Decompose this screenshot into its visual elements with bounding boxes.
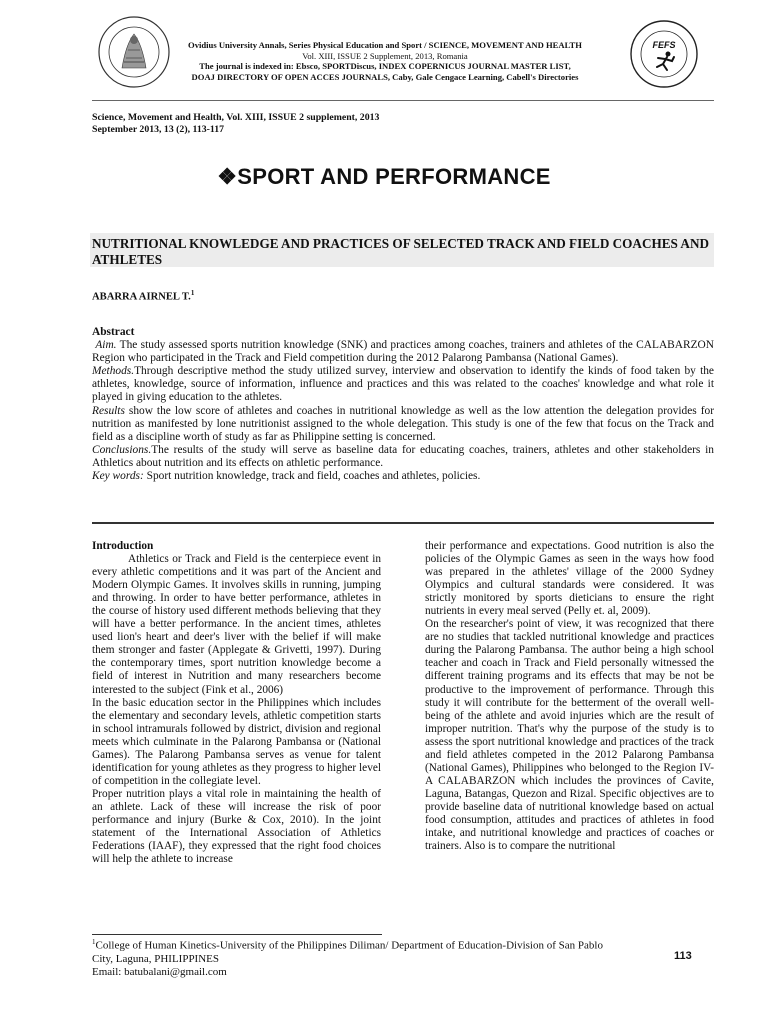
svg-text:FEFS: FEFS: [652, 40, 676, 50]
abstract-aim: [92, 339, 714, 365]
journal-line-4: DOAJ DIRECTORY OF OPEN ACCES JOURNALS, Caby, Gale Cengace Learning, Cabell's Directories: [191, 71, 579, 82]
results-text: show the low score of athletes and coaches in nutritional knowledge as well as the low attention the delegation provides for nutrition as manifested by lone nutritionist assigned to the whole delegation. This study is one of the few that focus on the Track and field as a discipline worth of study as far as Philippine setting is concerned.: [92, 404, 714, 443]
body-paragraph: their performance and expectations. Good nutrition is also the policies of the Olympic Games as seen in the ways how food was prepared in the athletes' village of the 2000 Sydney Olympics and cultural standards were considered. It was strictly monitored by sports dieticians to ensure the right nutrients in every meal served (Pelly et. al, 2009).: [425, 540, 714, 618]
journal-line-1: Ovidius University Annals, Series Physical Education and Sport / SCIENCE, MOVEMENT AND HEALTH: [188, 40, 582, 50]
methods-text: Through descriptive method the study utilized survey, interview and observation to identify the kinds of food taken by the athletes, knowledge, source of information, influence and practices and this was related to the coaches' knowledge and what role it played in giving education to the athletes.: [92, 365, 714, 404]
journal-line-3: The journal is indexed in: Ebsco, SPORTDiscus, INDEX COPERNICUS JOURNAL MASTER LIST,: [199, 61, 571, 72]
body-paragraph: In the basic education sector in the Philippines which includes the elementary and secondary levels, athletic competition starts in school intramurals followed by district, division and regional meets which culminate in the Palarong Pambansa or (National Games). The Palarong Pambansa serves as venue for talent identification for young athletes as they progress to higher level of competition in the collegiate level.: [92, 696, 381, 787]
author: [92, 289, 194, 303]
author-name: ABARRA AIRNEL T.: [92, 291, 191, 303]
footnote: [92, 936, 692, 979]
conclusions-text: The results of the study will serve as baseline data for educating coaches, trainers, athletes and other stakeholders in Athletics about nutrition and its effects on athletic performance.: [92, 443, 714, 469]
footnote-line-1: College of Human Kinetics-University of the Philippines Diliman/ Department of Education-Division of San Pablo: [95, 939, 603, 952]
keywords-text: Sport nutrition knowledge, track and field, coaches and athletes, policies.: [143, 470, 481, 483]
footnote-affiliation: [92, 936, 692, 953]
body-column-right: [425, 540, 714, 853]
body-paragraph: Proper nutrition plays a vital role in maintaining the health of an athlete. Lack of these will increase the risk of poor performance and injury (Burke & Cox, 2010). In the joint statement of the International Association of Athletics Federations (IAAF), they expressed that the right food choices will help the athlete to increase: [92, 787, 381, 866]
body-paragraph: On the researcher's point of view, it was recognized that there are no studies that tackled nutritional knowledge and practices during the Palarong Pambansa. The author being a high school teacher and coach in Track and Field personally witnessed the different training programs and its effects that may be not be productive to the improvement of performance. Through this study it will contribute for the betterment of the overall well-being of the athlete and avoid injuries which are the result of improper nutrition. That's why the purpose of the study is to assess the sport nutritional knowledge and practices of the track and field athletes competed in the 2012 Palarong Pambansa (National Games), Philippines who belonged to the Region IV-A CALABARZON which includes the provinces of Cavite, Laguna, Batangas, Quezon and Rizal. Specific objectives are to provide baseline data of nutritional knowledge based on actual food consumption, attitudes and practices of athletes in food intake, and nutritional knowledge and practices of coaches or trainers. Also is to compare the nutritional: [425, 618, 714, 853]
header-divider: [92, 100, 714, 101]
citation-line-2: September 2013, 13 (2), 113-117: [92, 124, 225, 135]
citation-line-1: Science, Movement and Health, Vol. XIII, ISSUE 2 supplement, 2013: [92, 112, 380, 123]
aim-label: Aim.: [95, 339, 117, 352]
results-label: Results: [92, 404, 125, 417]
journal-line-2: Vol. XIII, ISSUE 2 Supplement, 2013, Romania: [302, 50, 468, 61]
abstract-heading: Abstract: [92, 326, 135, 338]
conclusions-label: Conclusions.: [92, 443, 152, 456]
paper-title: NUTRITIONAL KNOWLEDGE AND PRACTICES OF SELECTED TRACK AND FIELD COACHES AND ATHLETES: [92, 236, 709, 267]
section-title: ❖SPORT AND PERFORMANCE: [217, 164, 551, 189]
footnote-marker: 1: [92, 938, 96, 946]
footnote-line-2: City, Laguna, PHILIPPINES: [92, 952, 220, 965]
journal-header: [150, 40, 620, 82]
abstract-divider: [92, 522, 714, 524]
page-number: 113: [674, 950, 692, 962]
abstract-keywords: [92, 470, 714, 483]
methods-label: Methods.: [92, 365, 135, 378]
introduction-heading: Introduction: [92, 540, 154, 552]
keywords-label: Key words:: [92, 470, 144, 483]
abstract-conclusions: [92, 444, 714, 470]
footnote-email: Email: batubalani@gmail.com: [92, 965, 227, 978]
abstract: [92, 326, 714, 483]
citation: [92, 112, 379, 136]
body-paragraph: Athletics or Track and Field is the centerpiece event in every athletic competitions and it was part of the Ancient and Modern Olympic Games. It involves skills in running, jumping and throwing. In order to have better performance, athletes in the course of history used different methods believing that they will have a better performance. In the ancient times, athletes used lion's heart and deer's liver with the belief if will make them stronger and faster (Applegate & Grivetti, 1997). During the contemporary times, sport nutrition knowledge become a field of interest in Nutrition and many researchers become interested to the subject (Fink et al., 2006): [92, 553, 381, 696]
aim-text: The study assessed sports nutrition knowledge (SNK) and practices among coaches, trainers and athletes of the CALABARZON Region who participated in the Track and Field competition during the 2012 Palarong Pambansa (National Games).: [92, 339, 714, 365]
abstract-results: [92, 405, 714, 444]
footnote-divider: [92, 934, 382, 935]
faculty-fefs-logo: [628, 18, 700, 90]
body-column-left: [92, 540, 381, 866]
author-footnote-marker: 1: [190, 289, 195, 297]
abstract-methods: [92, 365, 714, 404]
